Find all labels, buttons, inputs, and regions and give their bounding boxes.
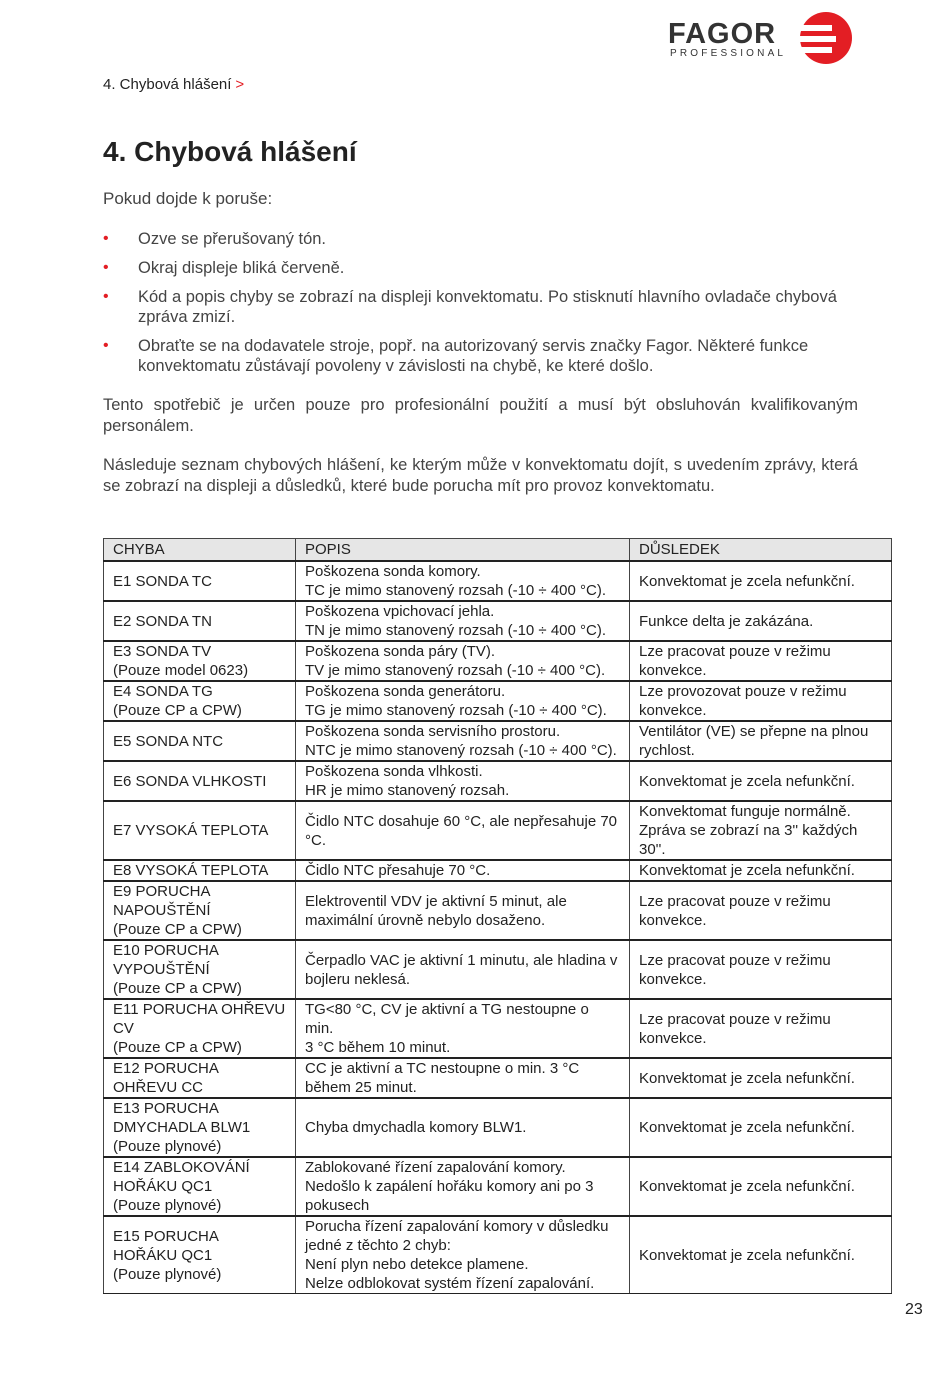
description-cell: Chyba dmychadla komory BLW1. — [296, 1098, 630, 1157]
bullet-list — [103, 229, 843, 385]
list-item — [103, 336, 843, 376]
error-code-cell: E2 SONDA TN — [104, 601, 296, 641]
description-cell: CC je aktivní a TC nestoupne o min. 3 °C během 25 minut. — [296, 1058, 630, 1098]
column-header-consequence: DŮSLEDEK — [630, 539, 892, 562]
description-cell: TG<80 °C, CV je aktivní a TG nestoupne o min. 3 °C během 10 minut. — [296, 999, 630, 1058]
consequence-cell: Ventilátor (VE) se přepne na plnou rychlost. — [630, 721, 892, 761]
list-item — [103, 258, 843, 278]
error-code-cell: E8 VYSOKÁ TEPLOTA — [104, 860, 296, 881]
column-header-description: POPIS — [296, 539, 630, 562]
table-row — [104, 601, 892, 641]
fagor-logo — [668, 10, 854, 66]
logo-brand: FAGOR — [668, 18, 777, 50]
page-number: 23 — [905, 1301, 923, 1318]
table-row — [104, 1058, 892, 1098]
table-row — [104, 1098, 892, 1157]
error-code-cell: E12 PORUCHA OHŘEVU CC — [104, 1058, 296, 1098]
column-header-error: CHYBA — [104, 539, 296, 562]
table-row — [104, 1216, 892, 1294]
list-item-text: Obraťte se na dodavatele stroje, popř. na autorizovaný servis značky Fagor. Některé funkce konvektomatu zůstávají povoleny v závislosti na chybě, ke které došlo. — [138, 337, 809, 375]
error-code-cell: E7 VYSOKÁ TEPLOTA — [104, 801, 296, 860]
description-cell: Čidlo NTC přesahuje 70 °C. — [296, 860, 630, 881]
consequence-cell: Lze pracovat pouze v režimu konvekce. — [630, 999, 892, 1058]
list-item-text: Okraj displeje bliká červeně. — [138, 259, 345, 277]
table-row — [104, 721, 892, 761]
paragraph-professional-use: Tento spotřebič je určen pouze pro profesionální použití a musí být obsluhován kvalifikovaným personálem. — [103, 396, 858, 435]
breadcrumb — [103, 76, 244, 93]
table-row — [104, 801, 892, 860]
error-code-cell: E4 SONDA TG (Pouze CP a CPW) — [104, 681, 296, 721]
list-item-text: Ozve se přerušovaný tón. — [138, 230, 327, 248]
error-code-cell: E13 PORUCHA DMYCHADLA BLW1 (Pouze plynové) — [104, 1098, 296, 1157]
error-code-cell: E3 SONDA TV (Pouze model 0623) — [104, 641, 296, 681]
table-row — [104, 681, 892, 721]
consequence-cell: Konvektomat je zcela nefunkční. — [630, 1216, 892, 1294]
error-code-cell: E15 PORUCHA HOŘÁKU QC1 (Pouze plynové) — [104, 1216, 296, 1294]
list-item — [103, 229, 843, 249]
error-code-cell: E5 SONDA NTC — [104, 721, 296, 761]
bullet-icon: • — [103, 259, 109, 276]
description-cell: Poškozena sonda páry (TV). TV je mimo stanovený rozsah (-10 ÷ 400 °C). — [296, 641, 630, 681]
description-cell: Čerpadlo VAC je aktivní 1 minutu, ale hladina v bojleru neklesá. — [296, 940, 630, 999]
consequence-cell: Konvektomat je zcela nefunkční. — [630, 1058, 892, 1098]
consequence-cell: Funkce delta je zakázána. — [630, 601, 892, 641]
error-code-cell: E14 ZABLOKOVÁNÍ HOŘÁKU QC1 (Pouze plynové) — [104, 1157, 296, 1216]
bullet-icon: • — [103, 288, 109, 305]
table-header-row — [104, 539, 892, 562]
intro-text: Pokud dojde k poruše: — [103, 189, 273, 208]
error-code-cell: E10 PORUCHA VYPOUŠTĚNÍ (Pouze CP a CPW) — [104, 940, 296, 999]
table-row — [104, 881, 892, 940]
page-title: 4. Chybová hlášení — [103, 136, 357, 167]
description-cell: Porucha řízení zapalování komory v důsledku jedné z těchto 2 chyb: Není plyn nebo detekce plamene. Nelze odblokovat systém řízení zapalování. — [296, 1216, 630, 1294]
paragraph-error-list-intro: Následuje seznam chybových hlášení, ke kterým může v konvektomatu dojít, s uvedením zprávy, která se zobrazí na displeji a důsledků, které bude porucha mít pro provoz konvektomatu. — [103, 456, 858, 495]
consequence-cell: Lze pracovat pouze v režimu konvekce. — [630, 641, 892, 681]
error-table — [103, 538, 892, 1294]
error-code-cell: E11 PORUCHA OHŘEVU CV (Pouze CP a CPW) — [104, 999, 296, 1058]
fagor-logo-icon — [792, 10, 854, 66]
table-row — [104, 761, 892, 801]
consequence-cell: Konvektomat je zcela nefunkční. — [630, 761, 892, 801]
description-cell: Poškozena sonda komory. TC je mimo stanovený rozsah (-10 ÷ 400 °C). — [296, 561, 630, 601]
description-cell: Poškozena vpichovací jehla. TN je mimo stanovený rozsah (-10 ÷ 400 °C). — [296, 601, 630, 641]
consequence-cell: Lze pracovat pouze v režimu konvekce. — [630, 940, 892, 999]
consequence-cell: Konvektomat je zcela nefunkční. — [630, 561, 892, 601]
table-row — [104, 641, 892, 681]
breadcrumb-item[interactable]: 4. Chybová hlášení — [103, 76, 232, 93]
table-row — [104, 860, 892, 881]
consequence-cell: Konvektomat je zcela nefunkční. — [630, 860, 892, 881]
description-cell: Poškozena sonda servisního prostoru. NTC je mimo stanovený rozsah (-10 ÷ 400 °C). — [296, 721, 630, 761]
consequence-cell: Konvektomat funguje normálně. Zpráva se zobrazí na 3'' každých 30''. — [630, 801, 892, 860]
description-cell: Čidlo NTC dosahuje 60 °C, ale nepřesahuje 70 °C. — [296, 801, 630, 860]
logo-subtitle: PROFESSIONAL — [670, 48, 787, 59]
error-code-cell: E1 SONDA TC — [104, 561, 296, 601]
error-code-cell: E9 PORUCHA NAPOUŠTĚNÍ (Pouze CP a CPW) — [104, 881, 296, 940]
breadcrumb-separator: > — [235, 76, 245, 93]
bullet-icon: • — [103, 230, 109, 247]
description-cell: Zablokované řízení zapalování komory. Nedošlo k zapálení hořáku komory ani po 3 pokusech — [296, 1157, 630, 1216]
bullet-icon: • — [103, 337, 109, 354]
consequence-cell: Lze provozovat pouze v režimu konvekce. — [630, 681, 892, 721]
consequence-cell: Lze pracovat pouze v režimu konvekce. — [630, 881, 892, 940]
error-code-cell: E6 SONDA VLHKOSTI — [104, 761, 296, 801]
table-row — [104, 561, 892, 601]
list-item — [103, 287, 843, 327]
table-row — [104, 940, 892, 999]
consequence-cell: Konvektomat je zcela nefunkční. — [630, 1098, 892, 1157]
table-row — [104, 1157, 892, 1216]
table-row — [104, 999, 892, 1058]
description-cell: Poškozena sonda generátoru. TG je mimo stanovený rozsah (-10 ÷ 400 °C). — [296, 681, 630, 721]
list-item-text: Kód a popis chyby se zobrazí na displeji konvektomatu. Po stisknutí hlavního ovladače chybová zpráva zmizí. — [138, 288, 837, 326]
consequence-cell: Konvektomat je zcela nefunkční. — [630, 1157, 892, 1216]
description-cell: Poškozena sonda vlhkosti. HR je mimo stanovený rozsah. — [296, 761, 630, 801]
description-cell: Elektroventil VDV je aktivní 5 minut, ale maximální úrovně nebylo dosaženo. — [296, 881, 630, 940]
